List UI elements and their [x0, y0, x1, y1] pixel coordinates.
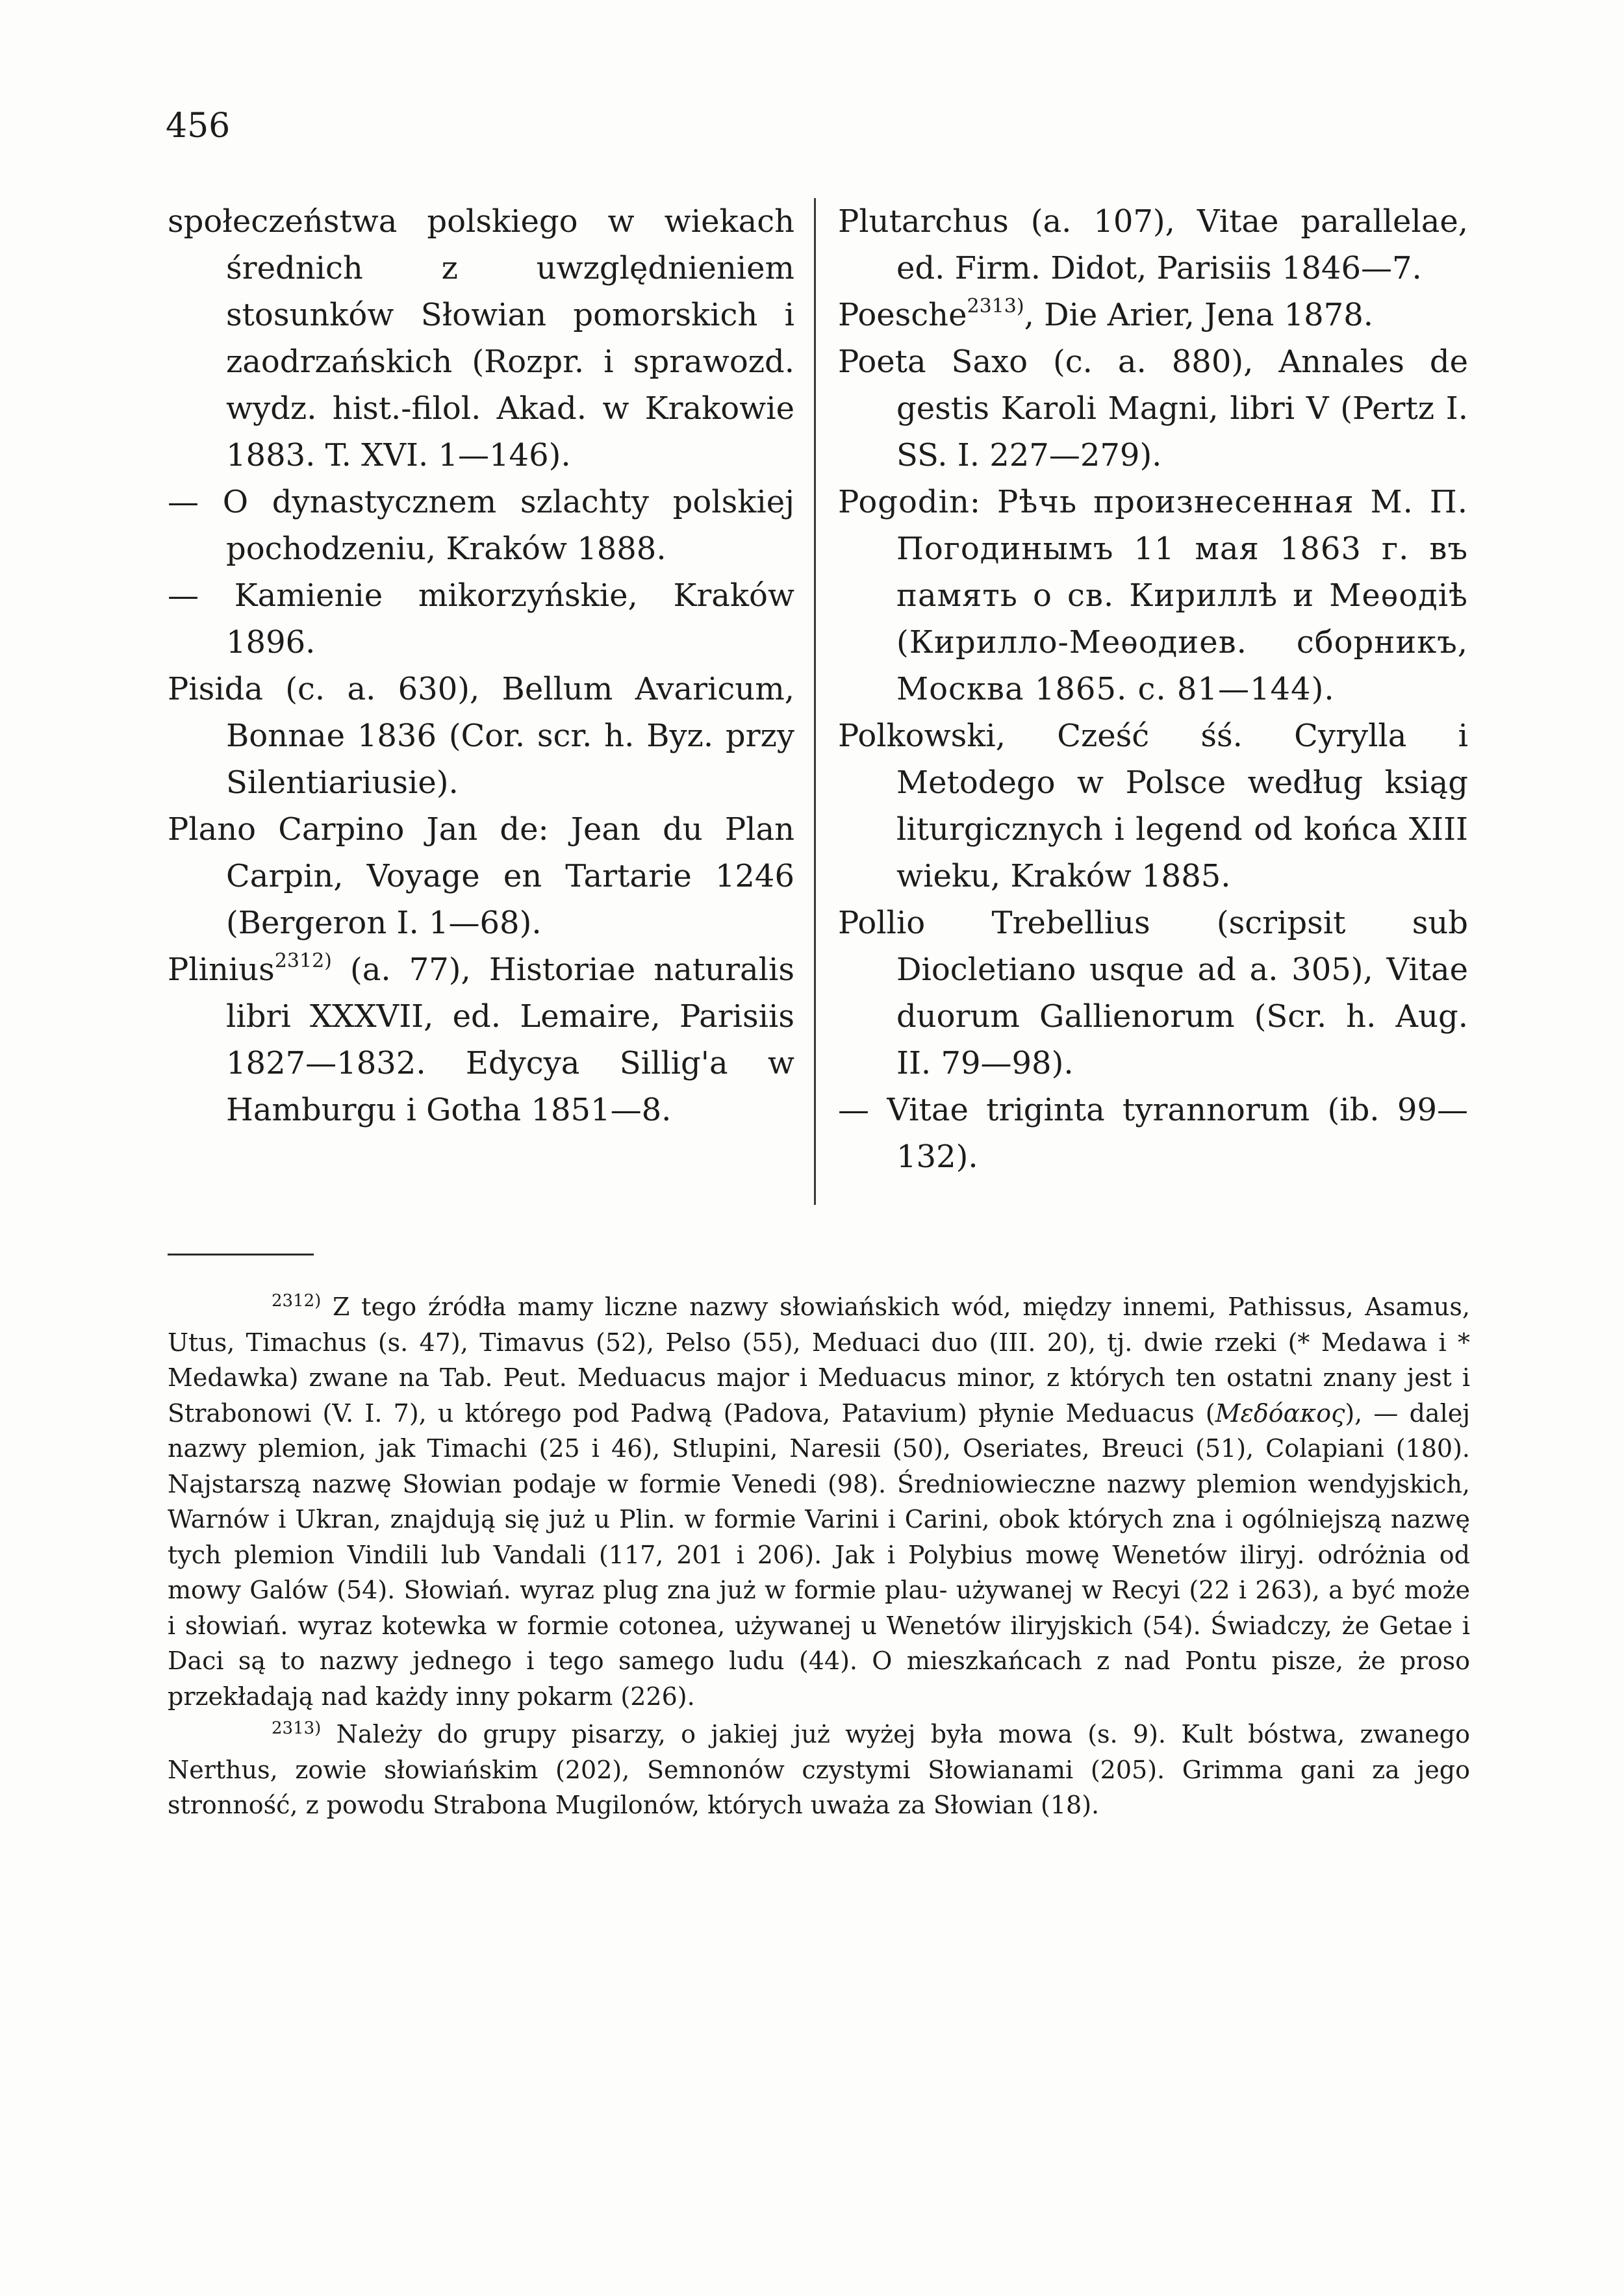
- greek-word: Μεδόακος: [1215, 1398, 1345, 1428]
- bibliography-entry: Pogodin: Рѣчь произнесенная М. П. Погодинымъ 11 мая 1863 г. въ память о св. Кириллѣ и Меѳодіѣ (Кирилло-Меѳодиев. сборникъ, Москва 1865. c. 81—144).: [838, 484, 1468, 707]
- footnote-2312: [168, 1289, 1470, 1714]
- bibliography-entry: Pisida (c. a. 630), Bellum Avaricum, Bonnae 1836 (Cor. scr. h. Byz. przy Silentiariusie).: [168, 671, 794, 801]
- page-number: 456: [166, 107, 231, 145]
- bibliography-entry: Pollio Trebellius (scripsit sub Diocletiano usque ad a. 305), Vitae duorum Gallienorum (Scr. h. Aug. II. 79—98).: [838, 905, 1468, 1081]
- footnote-text: ), — dalej nazwy plemion, jak Timachi (25 i 46), Stlupini, Naresii (50), Oseriates, Breuci (51), Colapiani (180). Najstarszą nazwę Słowian podaje w formie Venedi (98). Średniowieczne nazwy plemion wendyjskich, Warnów i Ukran, znajdują się już u Plin. w formie Varini i Carini, obok których zna i ogólniejszą nazwę tych plemion Vindili lub Vandali (117, 201 i 206). Jak i Polybius mowę Wenetów iliryj. odróżnia od mowy Galów (54). Słowiań. wyraz plug zna już w formie plau- używanej w Recyi (22 i 263), a być może i słowiań. wyraz kotewka w formie cotonea, używanej u Wenetów iliryjskich (54). Świadczy, że Getae i Daci są to nazwy jednego i tego samego ludu (44). O mieszkańcach z nad Pontu pisze, że proso przekładają nad każdy inny pokarm (226).: [168, 1398, 1470, 1711]
- footnote-text: Z tego źródła mamy liczne nazwy słowiańskich wód, między innemi, Pathissus, Asamus, Utus, Timachus (s. 47), Timavus (52), Pelso (55), Meduaci duo (III. 20), tj. dwie rzeki (* Medawa i * Medawka) zwane na Tab. Peut. Meduacus major i Meduacus minor, z których ten ostatni znany jest i Strabonowi (V. I. 7), u którego pod Padwą (Padova, Patavium) płynie Meduacus (: [168, 1293, 1470, 1428]
- left-column: [168, 198, 794, 1133]
- bibliography-entry-plinius: [168, 946, 794, 1133]
- footnotes: [168, 1289, 1470, 1826]
- footnote-mark: 2312): [272, 1291, 322, 1311]
- footnote-text: Należy do grupy pisarzy, o jakiej już wyżej była mowa (s. 9). Kult bóstwa, zwanego Nerthus, zowie słowiańskim (202), Semnonów czystymi Słowianami (205). Grimma gani za jego stronność, z powodu Strabona Mugilonów, których uważa za Słowian (18).: [168, 1720, 1470, 1819]
- entry-rest: (a. 77), Historiae naturalis libri XXXVII, ed. Lemaire, Parisiis 1827—1832. Edycya Sillig'a w Hamburgu i Gotha 1851—8.: [226, 952, 794, 1128]
- bibliography-entry: Polkowski, Cześć śś. Cyrylla i Metodego w Polsce według ksiąg liturgicznych i legend od końca XIII wieku, Kraków 1885.: [838, 718, 1468, 894]
- entry-rest: , Die Arier, Jena 1878.: [1024, 297, 1373, 333]
- footnote-rule: [168, 1254, 314, 1255]
- bibliography-entry-poesche: [838, 292, 1468, 338]
- bibliography-entry: Poeta Saxo (c. a. 880), Annales de gestis Karoli Magni, libri V (Pertz I. SS. I. 227—279).: [838, 344, 1468, 473]
- bibliography-entry: — O dynastycznem szlachty polskiej pochodzeniu, Kraków 1888.: [168, 484, 794, 567]
- bibliography-entry: Plutarchus (a. 107), Vitae parallelae, ed. Firm. Didot, Parisiis 1846—7.: [838, 203, 1468, 286]
- right-column: [838, 198, 1468, 1180]
- bibliography-entry: — Kamienie mikorzyńskie, Kraków 1896.: [168, 577, 794, 661]
- bibliography-entry: społeczeństwa polskiego w wiekach średnich z uwzględnieniem stosunków Słowian pomorskich i zaodrzańskich (Rozpr. i sprawozd. wydz. hist.-filol. Akad. w Krakowie 1883. T. XVI. 1—146).: [168, 203, 794, 473]
- bibliography-entry: Plano Carpino Jan de: Jean du Plan Carpin, Voyage en Tartarie 1246 (Bergeron I. 1—68).: [168, 811, 794, 941]
- entry-head: Plinius: [168, 952, 275, 988]
- footnote-reference: 2312): [274, 950, 332, 972]
- footnote-mark: 2313): [272, 1719, 322, 1738]
- footnote-2313: [168, 1717, 1470, 1823]
- footnote-reference: 2313): [967, 295, 1024, 318]
- entry-head: Poesche: [838, 297, 967, 333]
- bibliography-entry: — Vitae triginta tyrannorum (ib. 99—132).: [838, 1092, 1468, 1175]
- column-divider: [814, 198, 816, 1205]
